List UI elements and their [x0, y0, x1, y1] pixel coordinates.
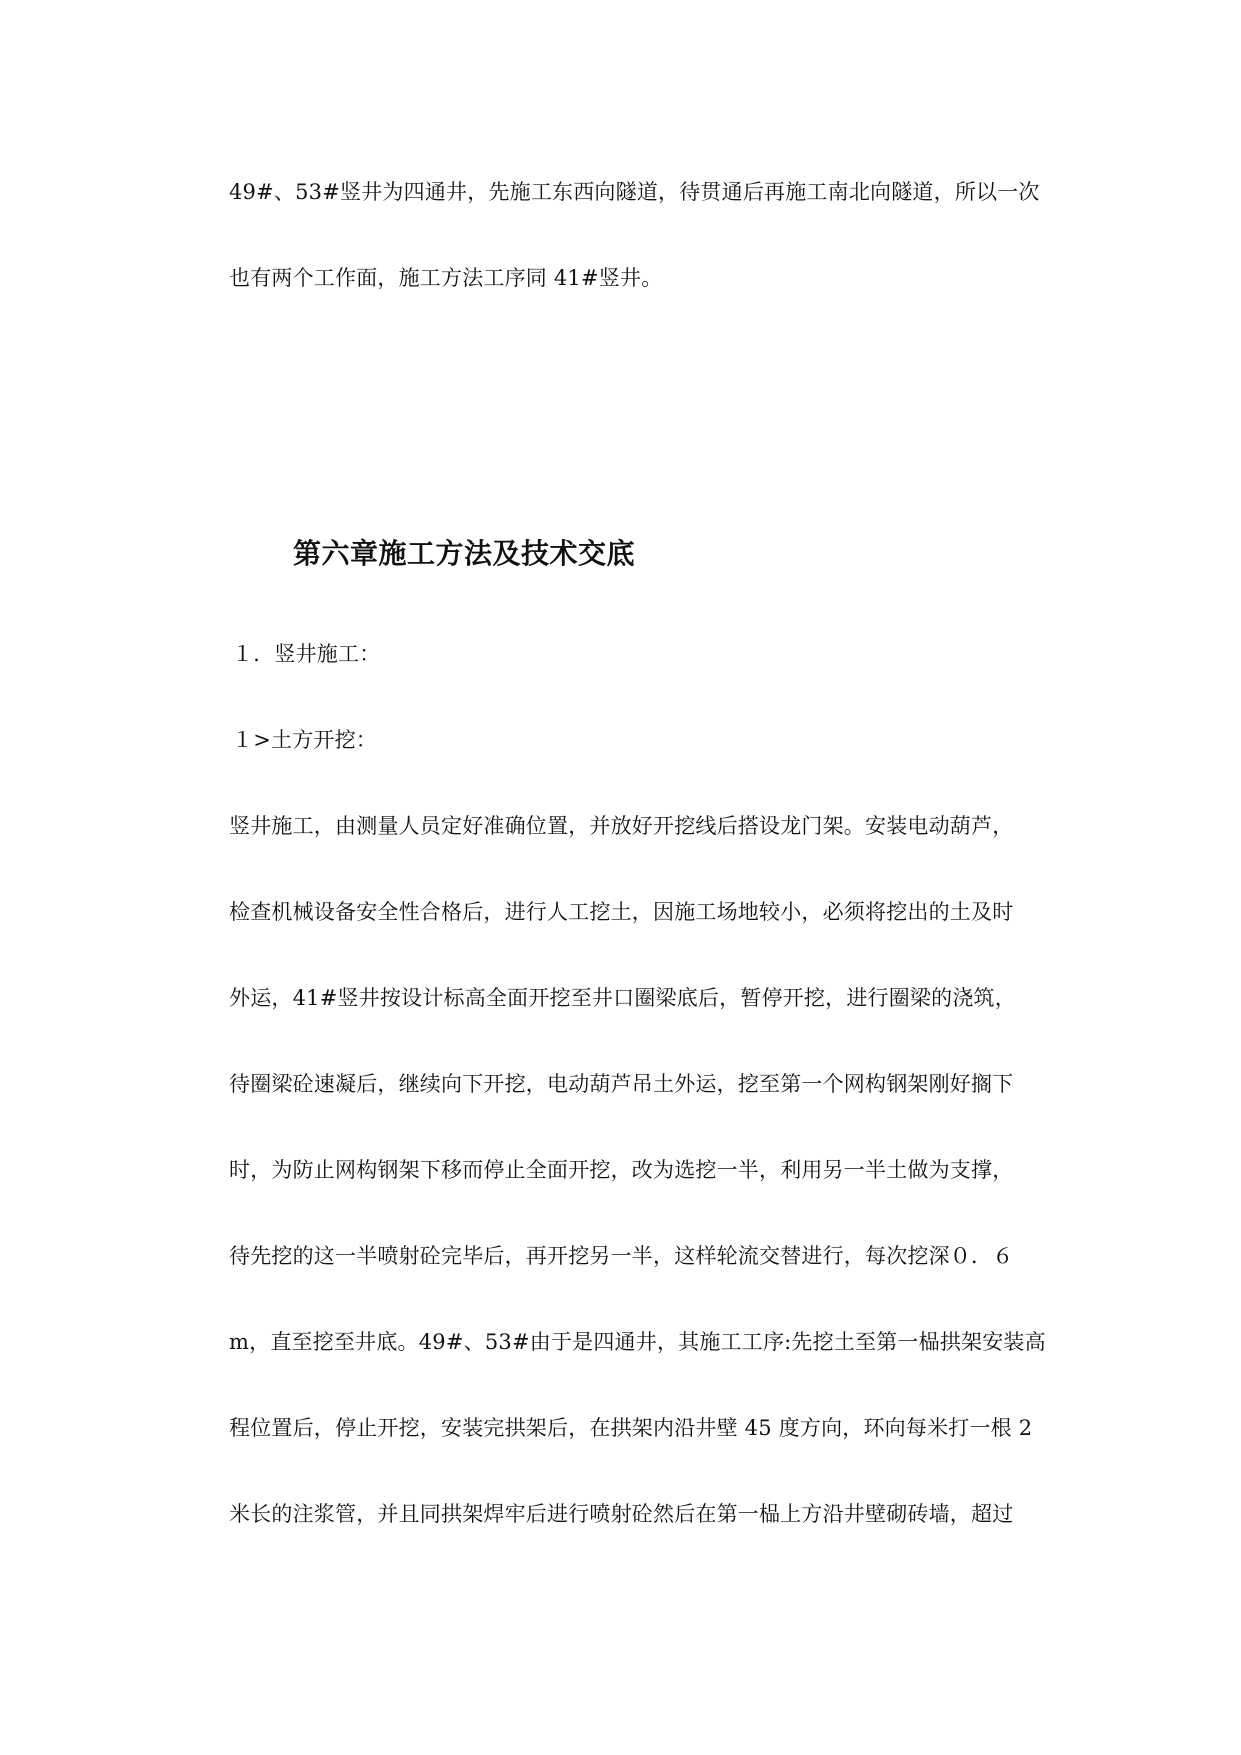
- body-line-4: 待圈梁砼速凝后，继续向下开挖，电动葫芦吊土外运，挖至第一个网构钢架刚好搁下: [229, 1072, 1014, 1096]
- body-line-3: 外运，41#竖井按设计标高全面开挖至井口圈梁底后，暂停开挖，进行圈梁的浇筑，: [229, 986, 1016, 1010]
- body-line-9: 米长的注浆管，并且同拱架焊牢后进行喷射砼然后在第一榀上方沿井壁砌砖墙，超过: [229, 1502, 1014, 1526]
- body-line-5: 时，为防止网构钢架下移而停止全面开挖，改为选挖一半，利用另一半土做为支撑，: [229, 1158, 1014, 1182]
- body-line-2: 检查机械设备安全性合格后，进行人工挖土，因施工场地较小，必须将挖出的土及时: [229, 900, 1014, 924]
- chapter-title: 第六章施工方法及技术交底: [293, 537, 636, 570]
- body-line-6: 待先挖的这一半喷射砼完毕后，再开挖另一半，这样轮流交替进行，每次挖深０．６: [229, 1244, 1014, 1268]
- subsection-heading: １>土方开挖：: [232, 728, 377, 752]
- section-heading: １．竖井施工：: [232, 642, 381, 666]
- body-line-8: 程位置后，停止开挖，安装完拱架后，在拱架内沿井壁 45 度方向，环向每米打一根 2: [229, 1416, 1033, 1440]
- body-line-7: m，直至挖至井底。49#、53#由于是四通井，其施工工序:先挖土至第一榀拱架安装高: [229, 1330, 1046, 1354]
- intro-line-1: 49#、53#竖井为四通井，先施工东西向隧道，待贯通后再施工南北向隧道，所以一次: [229, 180, 1040, 204]
- body-line-1: 竖井施工，由测量人员定好准确位置，并放好开挖线后搭设龙门架。安装电动葫芦，: [229, 814, 1014, 838]
- intro-line-2: 也有两个工作面，施工方法工序同 41#竖井。: [229, 266, 663, 290]
